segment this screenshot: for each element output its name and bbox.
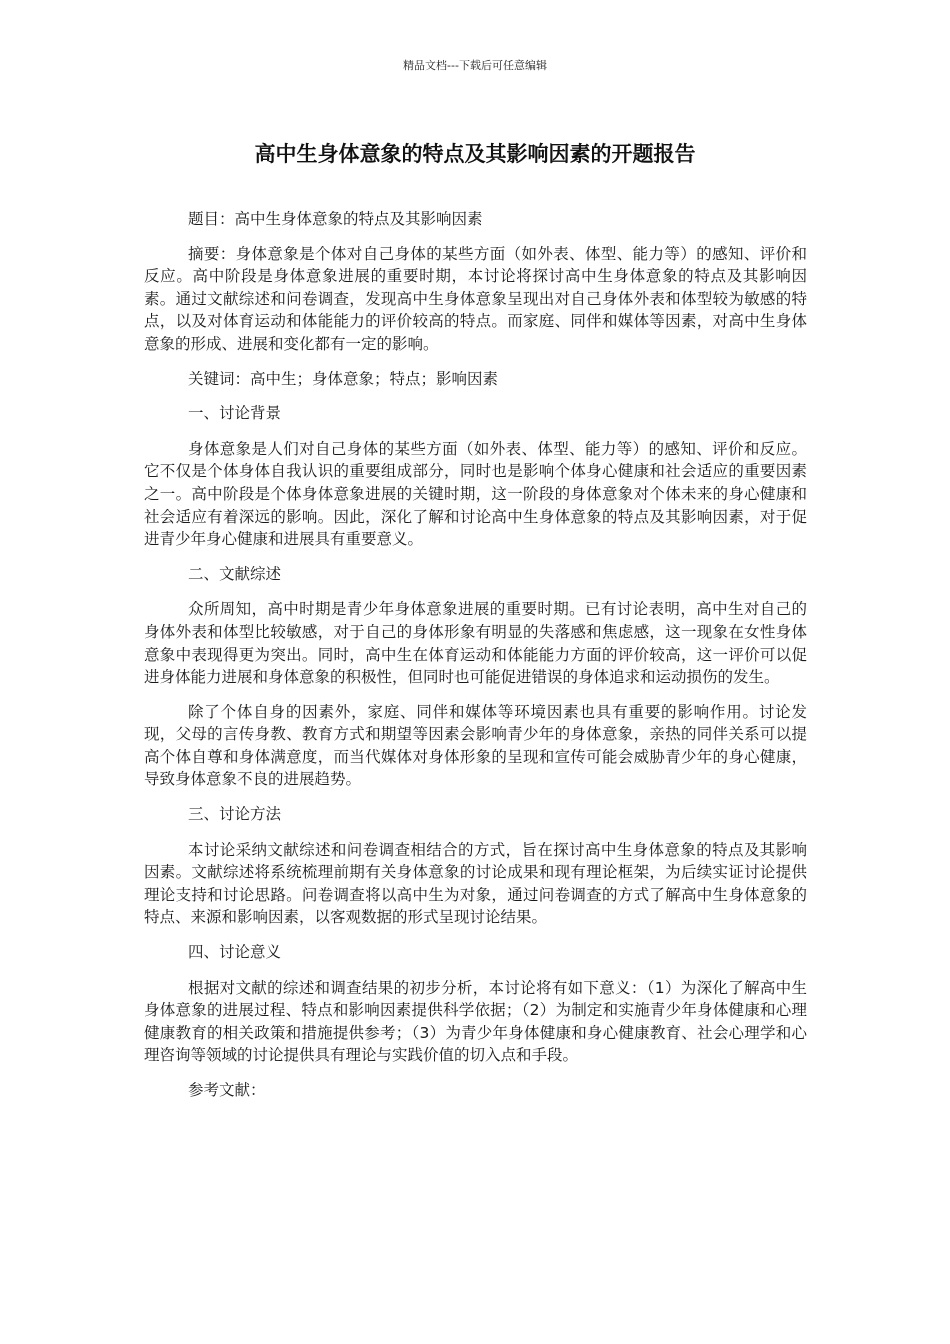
document-body xyxy=(144,208,807,1115)
methods-paragraph: 本讨论采纳文献综述和问卷调查相结合的方式，旨在探讨高中生身体意象的特点及其影响因素。文献综述将系统梳理前期有关身体意象的讨论成果和现有理论框架，为后续实证讨论提供理论支持和讨论思路。问卷调查将以高中生为对象，通过问卷调查的方式了解高中生身体意象的特点、来源和影响因素，以客观数据的形式呈现讨论结果。 xyxy=(144,840,807,927)
significance-paragraph: 根据对文献的综述和调查结果的初步分析，本讨论将有如下意义：（1）为深化了解高中生身体意象的进展过程、特点和影响因素提供科学依据；（2）为制定和实施青少年身体健康和心理健康教育的相关政策和措施提供参考；（3）为青少年身体健康和身心健康教育、社会心理学和心理咨询等领域的讨论提供具有理论与实践价值的切入点和手段。 xyxy=(144,978,807,1065)
document-title: 高中生身体意象的特点及其影响因素的开题报告 xyxy=(254,142,696,166)
section-heading-literature-review: 二、文献综述 xyxy=(188,564,282,583)
topic-line: 题目：高中生身体意象的特点及其影响因素 xyxy=(188,210,483,228)
background-paragraph: 身体意象是人们对自己身体的某些方面（如外表、体型、能力等）的感知、评价和反应。它不仅是个体身体自我认识的重要组成部分，同时也是影响个体身心健康和社会适应的重要因素之一。高中阶段是个体身体意象进展的关键时期，这一阶段的身体意象对个体未来的身心健康和社会适应有着深远的影响。因此，深化了解和讨论高中生身体意象的特点及其影响因素，对于促进青少年身心健康和进展具有重要意义。 xyxy=(144,439,807,549)
abstract-paragraph: 摘要：身体意象是个体对自己身体的某些方面（如外表、体型、能力等）的感知、评价和反应。高中阶段是身体意象进展的重要时期，本讨论将探讨高中生身体意象的特点及其影响因素。通过文献综述和问卷调查，发现高中生身体意象呈现出对自己身体外表和体型较为敏感的特点，以及对体育运动和体能能力的评价较高的特点。而家庭、同伴和媒体等因素，对高中生身体意象的形成、进展和变化都有一定的影响。 xyxy=(144,244,807,353)
literature-review-paragraph-2: 除了个体自身的因素外，家庭、同伴和媒体等环境因素也具有重要的影响作用。讨论发现，父母的言传身教、教育方式和期望等因素会影响青少年的身体意象，亲热的同伴关系可以提高个体自尊和身体满意度，而当代媒体对身体形象的呈现和宣传可能会威胁青少年的身心健康，导致身体意象不良的进展趋势。 xyxy=(144,702,807,789)
section-heading-methods: 三、讨论方法 xyxy=(188,805,282,824)
references-label: 参考文献： xyxy=(188,1081,266,1099)
section-heading-background: 一、讨论背景 xyxy=(188,404,282,423)
literature-review-paragraph-1: 众所周知，高中时期是青少年身体意象进展的重要时期。已有讨论表明，高中生对自己的身体外表和体型比较敏感，对于自己的身体形象有明显的失落感和焦虑感，这一现象在女性身体意象中表现得更为突出。同时，高中生在体育运动和体能能力方面的评价较高，这一评价可以促进身体能力进展和身体意象的积极性，但同时也可能促进错误的身体追求和运动损伤的发生。 xyxy=(144,600,807,687)
keywords-line: 关键词：高中生；身体意象；特点；影响因素 xyxy=(188,369,499,388)
section-heading-significance: 四、讨论意义 xyxy=(188,943,282,962)
header-note: 精品文档---下载后可任意编辑 xyxy=(403,59,547,72)
